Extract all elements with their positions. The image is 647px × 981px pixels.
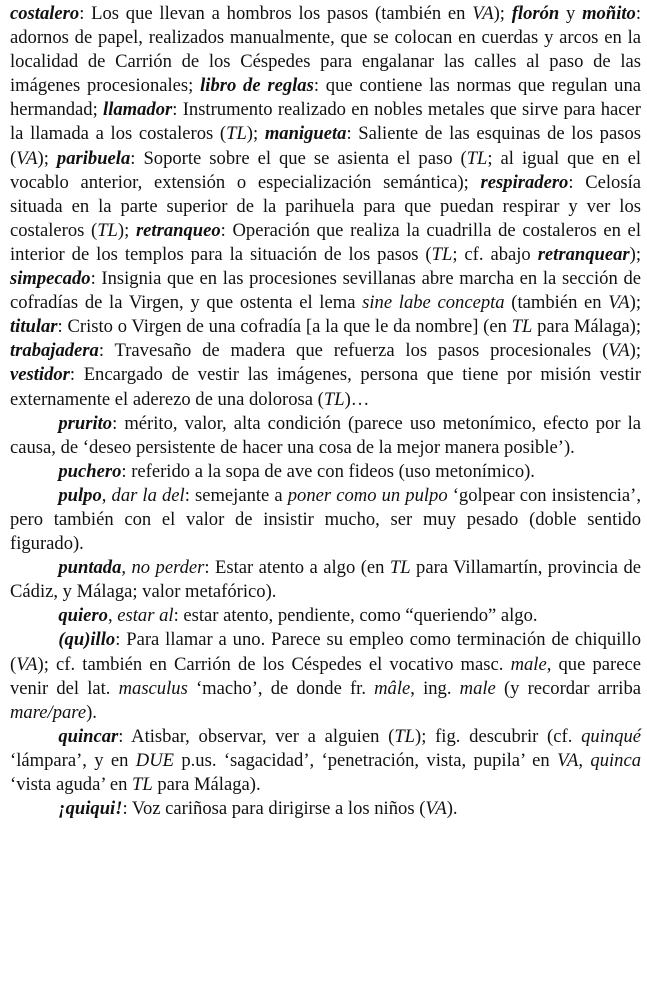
body-text: : Para llamar a uno. Parece su empleo como terminación de chiquillo ( [10, 629, 641, 675]
paragraph-prurito [10, 412, 641, 460]
italic-text: TL [394, 725, 416, 747]
body-text: ); [493, 3, 512, 24]
body-text: p.us. ‘sagacidad’, ‘penetración, vista, pupila’ en [174, 749, 558, 771]
italic-text: male [459, 677, 496, 699]
italic-text: estar al [117, 605, 174, 627]
body-text: : Los que llevan a hombros los pasos (también en [79, 3, 473, 24]
body-text: : Encargado de vestir las imágenes, persona que tiene por misión vestir externamente el aderezo de una dolorosa ( [10, 364, 641, 410]
italic-text: VA [472, 3, 494, 24]
body-text: para Málaga); [532, 316, 641, 338]
headword: llamador [103, 99, 173, 121]
italic-text: VA [608, 340, 630, 362]
body-text: : Cristo o Virgen de una cofradía [a la que le da nombre] (en [57, 316, 512, 338]
italic-text: DUE [135, 749, 175, 771]
body-text: ). [446, 798, 458, 820]
body-text: y [559, 3, 583, 24]
italic-text: VA [425, 798, 447, 820]
italic-text: mâle [374, 677, 411, 699]
body-text: ); fig. descubrir (cf. [415, 725, 582, 747]
italic-text: mare/pare [10, 701, 87, 723]
italic-text: quinqué [581, 725, 641, 747]
body-text: ); [246, 123, 265, 145]
paragraph-cofradia-vocab [10, 2, 641, 412]
body-text: para Málaga). [152, 774, 261, 795]
headword: ¡quiqui! [58, 798, 123, 820]
headword: respiradero [480, 171, 569, 193]
italic-text: TL [132, 774, 153, 795]
italic-text: TL [511, 316, 533, 338]
body-text: ). [86, 701, 97, 723]
headword: pulpo [58, 484, 102, 506]
headword: (qu)illo [58, 629, 116, 651]
body-text: : adornos de papel, realizados manualmente, que se colocan en cuerdas y arcos en la localidad de Carrión de los Céspedes para engalanar las calles al paso de las imágenes procesionales; [10, 3, 641, 97]
headword: moñito [582, 3, 636, 24]
body-text: : Travesaño de madera que refuerza los pasos procesionales ( [98, 340, 609, 362]
italic-text: quinca [590, 749, 642, 771]
italic-text: TL [226, 123, 247, 145]
body-text: : Atisbar, observar, ver a alguien ( [118, 725, 395, 747]
body-text: , ing. [410, 677, 460, 699]
body-text: : Celosía situada en la parte superior de la parihuela para que puedan respirar y ver los costaleros ( [10, 171, 641, 241]
headword: paribuela [56, 147, 131, 169]
paragraph-quiero [10, 604, 641, 628]
italic-text: TL [466, 147, 488, 169]
body-text: ); [37, 147, 57, 169]
headword: costalero [10, 3, 80, 24]
headword: puntada [58, 557, 122, 579]
headword: florón [511, 3, 560, 24]
headword: retranqueo [135, 219, 221, 241]
italic-text: sine labe concepta [362, 292, 505, 314]
body-text: : mérito, valor, alta condición (parece uso metonímico, efecto por la causa, de ‘deseo persistente de hacer una cosa de la mejor manera posible’). [10, 412, 641, 458]
body-text: : Soporte sobre el que se asienta el paso ( [130, 147, 467, 169]
italic-text: male [510, 653, 547, 675]
headword: titular [10, 316, 58, 338]
paragraph-pulpo [10, 484, 641, 556]
body-text: : Saliente de las esquinas de los pasos ( [10, 123, 641, 169]
italic-text: VA [16, 653, 38, 675]
italic-text: masculus [118, 677, 188, 699]
body-text: : Instrumento realizado en nobles metales que sirve para hacer la llamada a los costaleros ( [10, 99, 641, 145]
body-text: para Villamartín, provincia de Cádiz, y Málaga; valor metafórico). [10, 557, 642, 603]
italic-text: VA [608, 292, 630, 314]
paragraph-quincar [10, 725, 641, 797]
headword: quiero [58, 605, 108, 627]
italic-text: TL [323, 388, 345, 410]
headword: simpecado [10, 268, 91, 290]
body-text: ; al igual que en el vocablo anterior, extensión o especialización semántica); [10, 147, 641, 193]
body-text: : Voz cariñosa para dirigirse a los niños ( [122, 798, 426, 820]
body-text: , [101, 484, 112, 506]
body-text: ‘vista aguda’ en [10, 774, 133, 795]
body-text: , que parece venir del lat. [10, 653, 641, 699]
headword: libro de reglas [200, 75, 314, 97]
italic-text: VA [16, 147, 38, 169]
italic-text: TL [431, 243, 453, 265]
body-text: ); cf. también en Carrión de los Céspedes el vocativo masc. [37, 653, 511, 675]
body-text: )… [344, 388, 370, 410]
body-text: (y recordar arriba [495, 677, 641, 699]
italic-text: poner como un pulpo [287, 484, 448, 506]
headword: retranquear [537, 243, 630, 265]
headword: prurito [58, 412, 113, 434]
paragraph-puntada [10, 556, 641, 604]
italic-text: VA [557, 749, 579, 771]
body-text: , [107, 605, 118, 627]
body-text: : que contiene las normas que regulan una hermandad; [10, 75, 642, 121]
body-text: : estar atento, pendiente, como “queriendo” algo. [173, 605, 538, 627]
body-text: ); [629, 292, 641, 314]
body-text: ‘lámpara’, y en [10, 749, 136, 771]
body-text: ‘macho’, de donde fr. [187, 677, 375, 699]
headword: vestidor [10, 364, 70, 386]
headword: puchero [58, 460, 122, 482]
paragraph-quiqui [10, 797, 641, 821]
body-text: , [121, 557, 132, 579]
headword: trabajadera [10, 340, 99, 362]
paragraph-puchero [10, 460, 641, 484]
body-text: : referido a la sopa de ave con fideos (uso metonímico). [121, 460, 535, 482]
paragraph-quillo [10, 628, 641, 724]
italic-text: TL [389, 557, 411, 579]
headword: quincar [58, 725, 119, 747]
body-text: : semejante a [184, 484, 288, 506]
italic-text: dar la del [111, 484, 185, 506]
body-text: ); [629, 243, 641, 265]
body-text: : Estar atento a algo (en [204, 557, 390, 579]
headword: manigueta [264, 123, 347, 145]
body-text: : Operación que realiza la cuadrilla de costaleros en el interior de los templos para la situación de los pasos ( [10, 219, 641, 265]
italic-text: TL [97, 219, 118, 241]
body-text: : Insignia que en las procesiones sevillanas abre marcha en la sección de cofradías de la Virgen, y que ostenta el lema [10, 268, 641, 314]
body-text: , [578, 749, 591, 771]
body-text: ); [117, 219, 136, 241]
body-text: ‘golpear con insistencia’, pero también con el valor de insistir mucho, ser muy pesado (doble sentido figurado). [10, 484, 642, 555]
body-text: ); [629, 340, 641, 362]
italic-text: no perder [131, 557, 205, 579]
body-text: ; cf. abajo [452, 243, 538, 265]
body-text: (también en [504, 292, 609, 314]
